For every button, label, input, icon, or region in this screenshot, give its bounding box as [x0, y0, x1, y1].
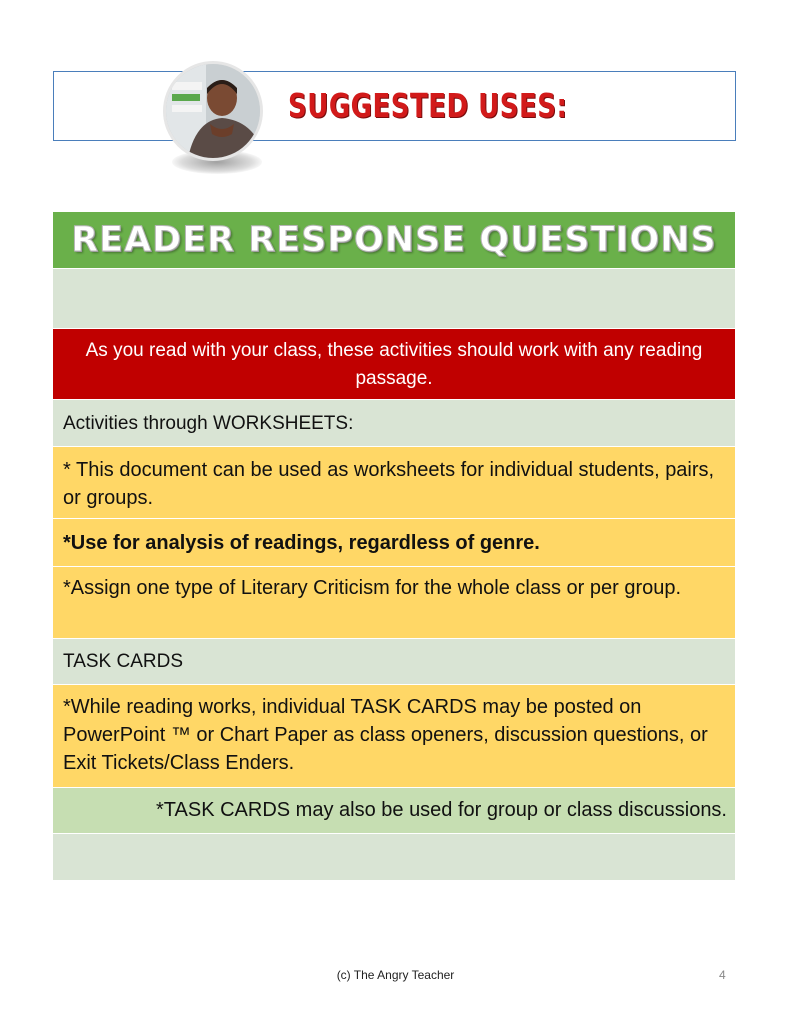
analysis-row: *Use for analysis of readings, regardless of genre.: [53, 519, 735, 567]
task-cards-heading-row: TASK CARDS: [53, 639, 735, 685]
table-title: READER RESPONSE QUESTIONS: [53, 212, 735, 269]
intro-row: As you read with your class, these activities should work with any reading passage.: [53, 329, 735, 400]
task-cards-usage-row: *While reading works, individual TASK CARDS may be posted on PowerPoint ™ or Chart Paper as class openers, discussion questions, or Exit Tickets/Class Enders.: [53, 685, 735, 788]
blank-row: [53, 269, 735, 329]
teacher-portrait-icon: [166, 64, 260, 158]
reader-response-table: [53, 212, 735, 880]
blank-row: [53, 834, 735, 880]
discussion-row: *TASK CARDS may also be used for group or class discussions.: [53, 788, 735, 834]
avatar: [163, 61, 263, 161]
footer-credit: (c) The Angry Teacher: [336, 968, 455, 982]
worksheets-heading-row: Activities through WORKSHEETS:: [53, 400, 735, 447]
worksheets-usage-row: * This document can be used as worksheets for individual students, pairs, or groups.: [53, 447, 735, 519]
literary-criticism-row: *Assign one type of Literary Criticism for the whole class or per group.: [53, 567, 735, 639]
page-number: 4: [719, 968, 726, 982]
page-title: SUGGESTED USES:: [288, 88, 568, 126]
